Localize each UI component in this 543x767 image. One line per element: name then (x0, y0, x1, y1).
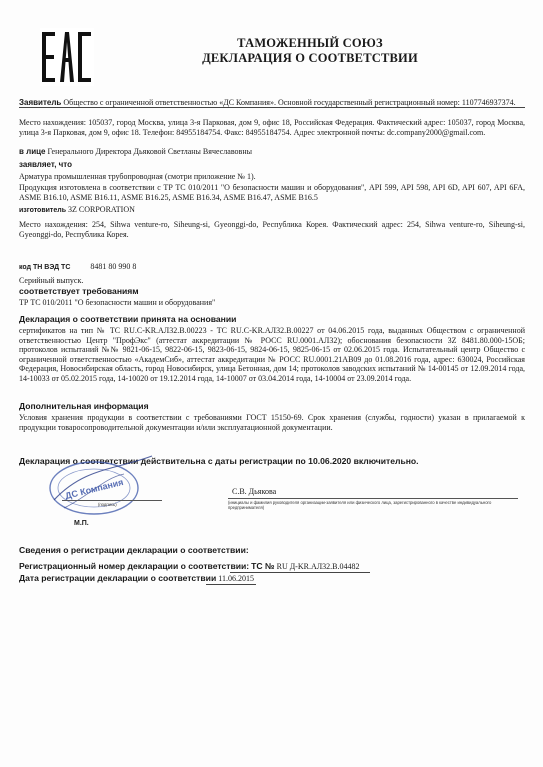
tn-ved-label: код ТН ВЭД ТС (19, 264, 71, 271)
basis-label-block (19, 315, 525, 325)
registration-date-label: Дата регистрации декларации о соответствии (19, 573, 217, 583)
registration-date-underline (206, 584, 256, 585)
divider (19, 107, 525, 108)
registration-number-underline (230, 572, 370, 573)
mp-mark: М.П. (74, 520, 89, 527)
registration-number-label: Регистрационный номер декларации о соответствии: (19, 561, 250, 571)
requirements-text: ТР ТС 010/2011 "О безопасности машин и оборудования" (19, 298, 216, 307)
signature-caption: (подпись) (98, 502, 117, 507)
basis-label: Декларация о соответствии принята на основании (19, 314, 237, 324)
manufacturer-address: Место нахождения: 254, Sihwa venture-ro, Siheung-si, Gyeonggi-do, Республика Корея. Фактический адрес: 254, Sihwa venture-ro, Siheung-si, Gyeonggi-do, Республика Корея. (19, 220, 525, 239)
registration-date-block (19, 574, 525, 584)
serial-release: Серийный выпуск. (19, 276, 84, 285)
tn-ved-value: 8481 80 990 8 (90, 262, 137, 271)
additional-text: Условия хранения продукции в соответствии с требованиями ГОСТ 15150-69. Срок хранения (службы, годности) указан в прилагаемой к продукции товаросопроводительной документации и/или эксплуатационной документации. (19, 413, 525, 432)
signature-line (62, 500, 162, 501)
registration-number-prefix: ТС № (251, 561, 275, 571)
person-text: Генерального Директора Дьяковой Светланы Вячеславовны (47, 147, 252, 156)
eac-logo (40, 28, 94, 86)
additional-label: Дополнительная информация (19, 401, 149, 411)
person-label: в лице (19, 147, 46, 156)
signer-name: С.В. Дьякова (232, 487, 277, 496)
requirements-label: соответствует требованиям (19, 286, 139, 296)
company-stamp-icon (44, 448, 156, 524)
product-standards: Продукция изготовлена в соответствии с ТР ТС 010/2011 "О безопасности машин и оборудования", API 599, API 598, API 6D, API 607, API 6FA, ASME B16.10, ASME B16.11, ASME B16.25, ASME B16.34, ASME B16.47, ASME B16.5 (19, 183, 525, 202)
registration-number-value: RU Д-KR.АЛ32.В.04482 (276, 562, 360, 571)
registration-title: Сведения о регистрации декларации о соответствии: (19, 545, 249, 555)
applicant-label: Заявитель (19, 98, 62, 107)
registration-number-block (19, 562, 525, 572)
manufacturer-label: изготовитель (19, 207, 66, 214)
declares-label-text: заявляет, что (19, 160, 72, 169)
additional-label-block (19, 402, 525, 412)
basis-text: сертификатов на тип № ТС RU.C-KR.АЛ32.В.00223 - ТС RU.C-KR.АЛ32.В.00227 от 04.06.2015 года, выданных Обществом с ограниченной ответственностью Центр "ПрофЭкс" (аттестат аккредитации № РОСС RU.0001.АЛ32); обоснования безопасности 3Z 8481.80.000-15ОБ; протоколов испытаний №№ 9821-06-15, 9822-06-15, 9823-06-15, 9824-06-15, 9825-06-15 от 02.06.2015 года. Испытательный центр Общество с ограниченной ответственностью «АкадемСиб», аттестат аккредитации № РОСС RU.0001.21АВ09 до 01.08.2016 года, адрес: 630024, Российская Федерация, Новосибирская область, город Новосибирск, улица Бетонная, дом 14; протоколов заводских испытаний № 14-00145 от 12.09.2014 года, 14-10033 от 05.02.2015 года, 14-10020 от 19.12.2014 года, 14-10007 от 03.04.2014 года, 14-10004 от 23.09.2014 года. (19, 326, 525, 383)
document-header (120, 36, 500, 66)
name-line (228, 498, 518, 499)
registration-title-block (19, 546, 525, 556)
declares-label (19, 160, 525, 170)
manufacturer-block (19, 205, 525, 216)
registration-date-value: 11.06.2015 (218, 574, 254, 583)
validity-text: Декларация о соответствии действительна с даты регистрации по 10.06.2020 включительно. (19, 456, 419, 466)
tn-ved-block (19, 262, 525, 273)
applicant-person (19, 147, 525, 157)
product-name: Арматура промышленная трубопроводная (смотри приложение № 1). (19, 172, 256, 181)
manufacturer-name: 3Z CORPORATION (68, 205, 135, 214)
stamp-text: ДС Компания (64, 476, 125, 502)
applicant-address: Место нахождения: 105037, город Москва, улица 3-я Парковая, дом 9, офис 18, Российская Федерация. Фактический адрес: 105037, город Москва, улица 3-я Парковая, дом 9, офис 18. Телефон: 84955184754. Факс: 84955184754. Адрес электронной почты: dc.company2000@gmail.com. (19, 118, 525, 137)
header-line-2: ДЕКЛАРАЦИЯ О СООТВЕТСТВИИ (202, 51, 418, 65)
header-line-1: ТАМОЖЕННЫЙ СОЮЗ (237, 36, 383, 50)
requirements-label-block (19, 287, 525, 297)
applicant-text: Общество с ограниченной ответственностью «ДС Компания». Основной государственный регистрационный номер: 1107746937374. (63, 98, 516, 107)
name-caption: (инициалы и фамилия руководителя организации-заявителя или физического лица, зарегистрированного в качестве индивидуального предпринимателя) (228, 500, 492, 510)
